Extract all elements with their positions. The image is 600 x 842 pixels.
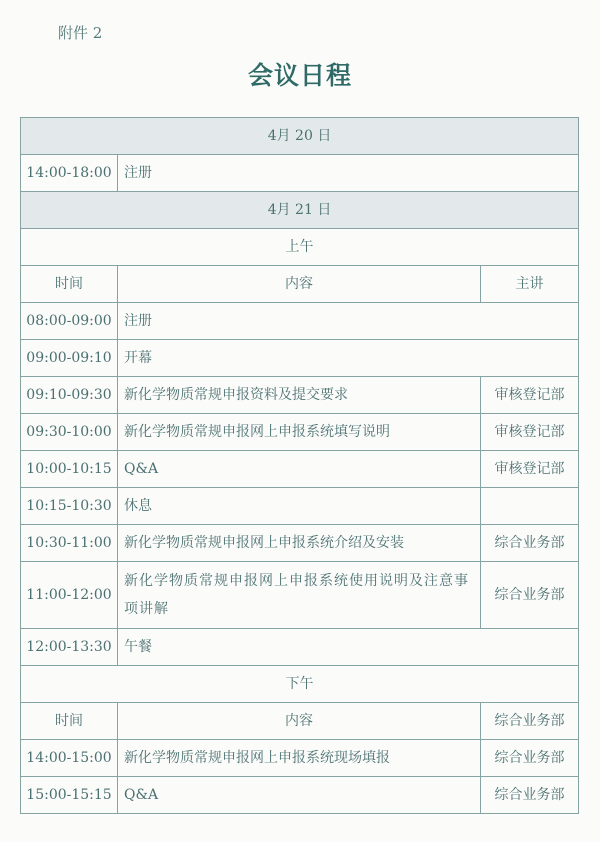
content-cell: 新化学物质常规申报网上申报系统填写说明 [118,414,481,451]
time-cell: 14:00-15:00 [21,740,118,777]
date-cell: 4月 20 日 [21,118,579,155]
content-cell: 开幕 [118,340,579,377]
content-cell: Q&A [118,451,481,488]
content-cell: 新化学物质常规申报网上申报系统使用说明及注意事项讲解 [118,562,481,629]
table-row [21,629,579,666]
table-row [21,740,579,777]
time-cell: 09:00-09:10 [21,340,118,377]
table-row [21,340,579,377]
time-cell: 09:30-10:00 [21,414,118,451]
content-cell: 新化学物质常规申报资料及提交要求 [118,377,481,414]
header-speaker: 综合业务部 [481,703,579,740]
time-cell: 08:00-09:00 [21,303,118,340]
content-cell: 注册 [118,303,579,340]
table-row [21,451,579,488]
content-cell: 新化学物质常规申报网上申报系统介绍及安装 [118,525,481,562]
speaker-cell: 审核登记部 [481,377,579,414]
session-row [21,229,579,266]
header-content: 内容 [118,703,481,740]
time-cell: 12:00-13:30 [21,629,118,666]
speaker-cell: 综合业务部 [481,525,579,562]
header-time: 时间 [21,266,118,303]
date-row [21,192,579,229]
time-cell: 14:00-18:00 [21,155,118,192]
session-label: 上午 [21,229,579,266]
time-cell: 15:00-15:15 [21,777,118,814]
schedule-table [20,117,579,814]
speaker-cell: 综合业务部 [481,562,579,629]
table-row [21,488,579,525]
date-cell: 4月 21 日 [21,192,579,229]
session-label: 下午 [21,666,579,703]
time-cell: 10:15-10:30 [21,488,118,525]
time-cell: 10:00-10:15 [21,451,118,488]
table-row [21,525,579,562]
content-cell: 午餐 [118,629,579,666]
content-cell: 注册 [118,155,579,192]
header-speaker: 主讲 [481,266,579,303]
date-row [21,118,579,155]
speaker-cell: 综合业务部 [481,777,579,814]
session-row [21,666,579,703]
time-cell: 09:10-09:30 [21,377,118,414]
page-title: 会议日程 [247,61,352,90]
header-time: 时间 [21,703,118,740]
table-row [21,414,579,451]
header-row [21,266,579,303]
speaker-cell: 审核登记部 [481,451,579,488]
time-cell: 10:30-11:00 [21,525,118,562]
content-cell: 新化学物质常规申报网上申报系统现场填报 [118,740,481,777]
speaker-cell: 审核登记部 [481,414,579,451]
table-row [21,155,579,192]
content-cell: 休息 [118,488,481,525]
speaker-cell [481,488,579,525]
attachment-label: 附件 2 [58,24,103,42]
time-cell: 11:00-12:00 [21,562,118,629]
speaker-cell: 综合业务部 [481,740,579,777]
header-row [21,703,579,740]
header-content: 内容 [118,266,481,303]
table-row [21,777,579,814]
table-row [21,303,579,340]
table-row [21,377,579,414]
table-row [21,562,579,629]
content-cell: Q&A [118,777,481,814]
